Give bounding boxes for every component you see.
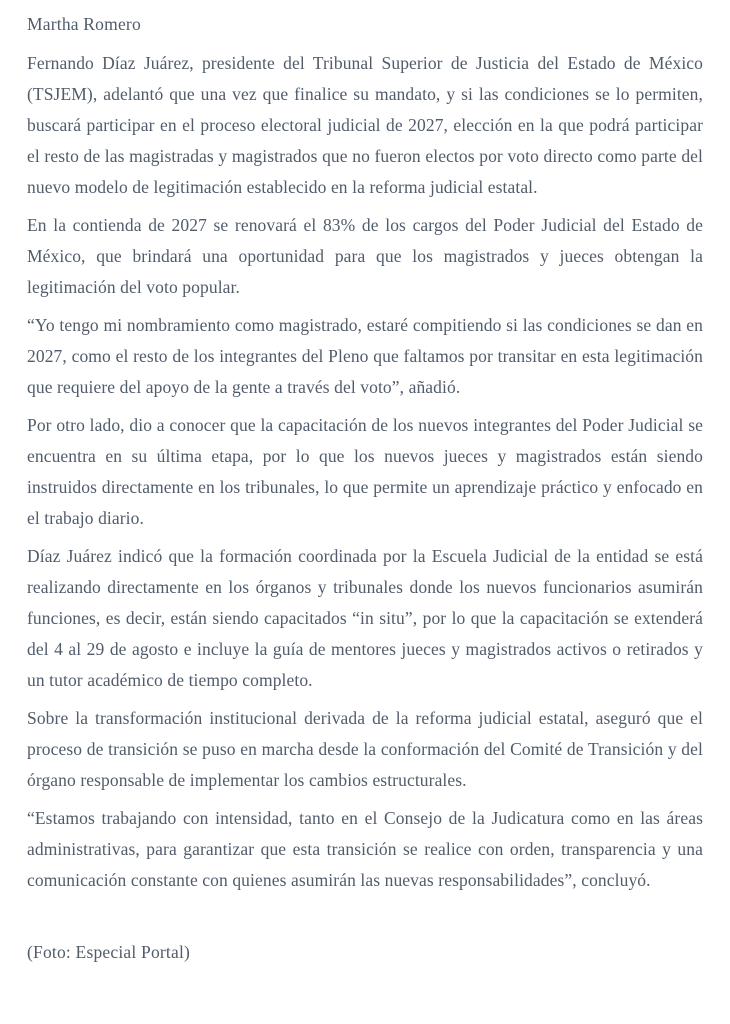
photo-credit: (Foto: Especial Portal)	[27, 942, 191, 962]
article-paragraph-1: Fernando Díaz Juárez, presidente del Tribunal Superior de Justicia del Estado de México (TSJEM), adelantó que una vez que finalice su mandato, y si las condiciones se lo permiten, buscará participar en el proceso electoral judicial de 2027, elección en la que podrá participar el resto de las magistradas y magistrados que no fueron electos por voto directo como parte del nuevo modelo de legitimación establecido en la reforma judicial estatal.	[27, 53, 703, 197]
article-paragraph-6: Sobre la transformación institucional derivada de la reforma judicial estatal, aseguró que el proceso de transición se puso en marcha desde la conformación del Comité de Transición y del órgano responsable de implementar los cambios estructurales.	[27, 708, 703, 790]
article-paragraph-4: Por otro lado, dio a conocer que la capacitación de los nuevos integrantes del Poder Judicial se encuentra en su última etapa, por lo que los nuevos jueces y magistrados están siendo instruidos directamente en los tribunales, lo que permite un aprendizaje práctico y enfocado en el trabajo diario.	[27, 415, 703, 528]
article-paragraph-2: En la contienda de 2027 se renovará el 83% de los cargos del Poder Judicial del Estado de México, que brindará una oportunidad para que los magistrados y jueces obtengan la legitimación del voto popular.	[27, 215, 703, 297]
article-paragraph-5: Díaz Juárez indicó que la formación coordinada por la Escuela Judicial de la entidad se está realizando directamente en los órganos y tribunales donde los nuevos funcionarios asumirán funciones, es decir, están siendo capacitados “in situ”, por lo que la capacitación se extenderá del 4 al 29 de agosto e incluye la guía de mentores jueces y magistrados activos o retirados y un tutor académico de tiempo completo.	[27, 546, 703, 690]
author-byline: Martha Romero	[27, 14, 141, 34]
article-paragraph-3: “Yo tengo mi nombramiento como magistrado, estaré compitiendo si las condiciones se dan en 2027, como el resto de los integrantes del Pleno que faltamos por transitar en esta legitimación que requiere del apoyo de la gente a través del voto”, añadió.	[27, 315, 703, 397]
article-paragraph-7: “Estamos trabajando con intensidad, tanto en el Consejo de la Judicatura como en las áreas administrativas, para garantizar que esta transición se realice con orden, transparencia y una comunicación constante con quienes asumirán las nuevas responsabilidades”, concluyó.	[27, 808, 703, 890]
